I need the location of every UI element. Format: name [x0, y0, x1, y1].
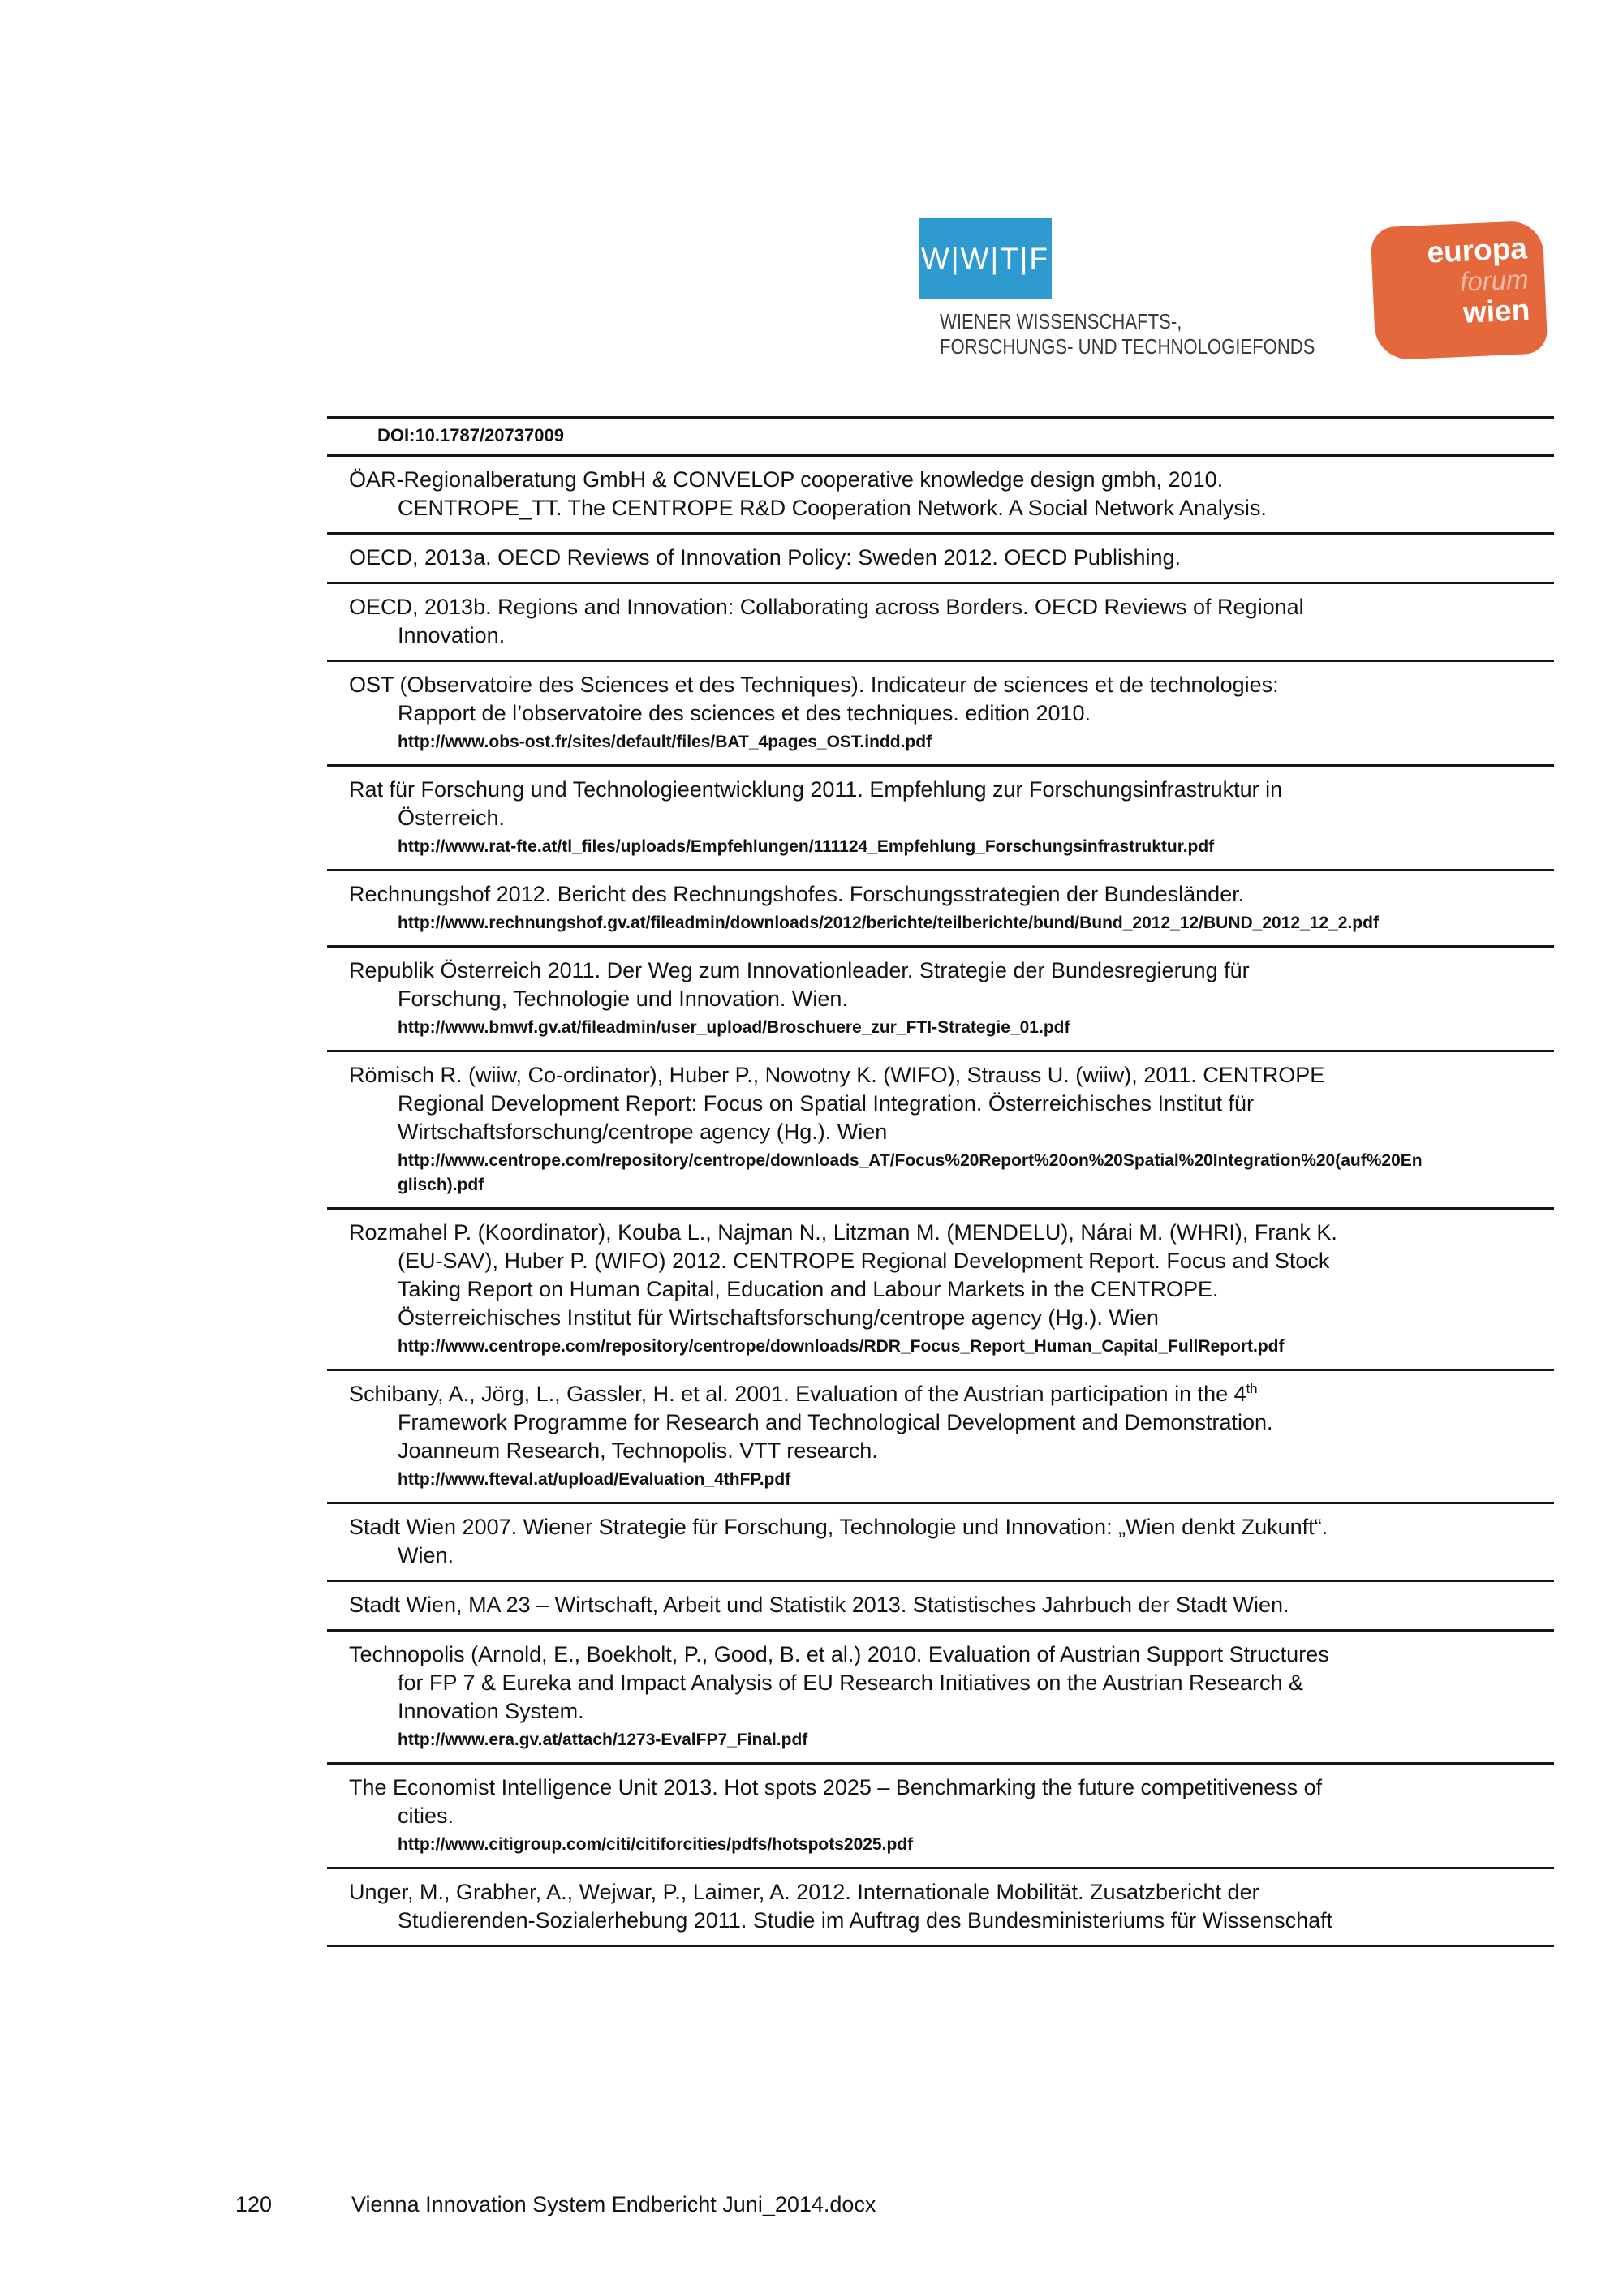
reference-line: OECD, 2013b. Regions and Innovation: Collaborating across Borders. OECD Reviews of Regional: [349, 595, 1304, 619]
reference-line: OECD, 2013a. OECD Reviews of Innovation Policy: Sweden 2012. OECD Publishing.: [349, 545, 1182, 570]
page-number: 120: [235, 2192, 273, 2216]
reference-line: Österreichisches Institut für Wirtschaftsforschung/centrope agency (Hg.). Wien: [398, 1305, 1159, 1330]
reference-line: Rozmahel P. (Koordinator), Kouba L., Najman N., Litzman M. (MENDELU), Nárai M. (WHRI), Frank K.: [349, 1220, 1337, 1245]
reference-line: Stadt Wien 2007. Wiener Strategie für Forschung, Technologie und Innovation: „Wien denkt Zukunft“.: [349, 1515, 1328, 1539]
reference-entry: [327, 662, 1554, 767]
reference-entry: [327, 584, 1554, 662]
reference-line: Österreich.: [398, 806, 506, 830]
reference-line: cities.: [398, 1804, 454, 1828]
reference-line: Framework Programme for Research and Technological Development and Demonstration.: [398, 1410, 1273, 1434]
europaforum-wien-logo: [1371, 220, 1548, 360]
reference-entry: [327, 1371, 1554, 1504]
reference-line: Unger, M., Grabher, A., Wejwar, P., Laimer, A. 2012. Internationale Mobilität. Zusatzbericht der: [349, 1880, 1259, 1904]
reference-line: for FP 7 & Eureka and Impact Analysis of EU Research Initiatives on the Austrian Research &: [398, 1670, 1304, 1695]
reference-url[interactable]: http://www.fteval.at/upload/Evaluation_4thFP.pdf: [398, 1470, 791, 1489]
reference-line: The Economist Intelligence Unit 2013. Hot spots 2025 – Benchmarking the future competitiveness of: [349, 1775, 1323, 1799]
reference-url[interactable]: http://www.rat-fte.at/tl_files/uploads/Empfehlungen/111124_Empfehlung_Forschungsinfrastruktur.pdf: [398, 837, 1215, 856]
reference-line: ÖAR-Regionalberatung GmbH & CONVELOP cooperative knowledge design gmbh, 2010.: [349, 467, 1224, 492]
reference-line: Rat für Forschung und Technologieentwicklung 2011. Empfehlung zur Forschungsinfrastruktur in: [349, 777, 1283, 802]
reference-url[interactable]: http://www.era.gv.at/attach/1273-EvalFP7_Final.pdf: [398, 1731, 808, 1749]
reference-line: Technopolis (Arnold, E., Boekholt, P., Good, B. et al.) 2010. Evaluation of Austrian Support Structures: [349, 1642, 1329, 1666]
reference-entry: [327, 1582, 1554, 1632]
wwtf-logo-text: W|W|T|F: [921, 242, 1049, 275]
reference-url[interactable]: http://www.bmwf.gv.at/fileadmin/user_upload/Broschuere_zur_FTI-Strategie_01.pdf: [398, 1018, 1070, 1037]
document-title: Vienna Innovation System Endbericht Juni_2014.docx: [351, 2192, 876, 2216]
reference-line: Regional Development Report: Focus on Spatial Integration. Österreichisches Institut für: [398, 1091, 1255, 1116]
reference-entry: [327, 1869, 1554, 1947]
reference-line: CENTROPE_TT. The CENTROPE R&D Cooperation Network. A Social Network Analysis.: [398, 496, 1267, 520]
reference-line: OST (Observatoire des Sciences et des Techniques). Indicateur de sciences et de technologies:: [349, 673, 1279, 697]
reference-entry: [327, 948, 1554, 1052]
reference-url[interactable]: http://www.citigroup.com/citi/citiforcities/pdfs/hotspots2025.pdf: [398, 1835, 914, 1854]
efw-logo-line1: europa: [1426, 231, 1528, 269]
reference-line: Republik Österreich 2011. Der Weg zum Innovationleader. Strategie der Bundesregierung für: [349, 958, 1250, 982]
superscript-text: th: [1246, 1381, 1258, 1396]
reference-line: Schibany, A., Jörg, L., Gassler, H. et al. 2001. Evaluation of the Austrian participation in the 4th: [349, 1381, 1258, 1406]
reference-url[interactable]: http://www.centrope.com/repository/centrope/downloads_AT/Focus%20Report%20on%20Spatial%20Integration%20(auf%20En: [398, 1151, 1423, 1170]
reference-line: Wirtschaftsforschung/centrope agency (Hg.). Wien: [398, 1120, 888, 1144]
wwtf-caption-line1: WIENER WISSENSCHAFTS-,: [940, 309, 1182, 333]
reference-entry: [327, 1632, 1554, 1765]
reference-line: Innovation.: [398, 623, 506, 647]
reference-line: Stadt Wien, MA 23 – Wirtschaft, Arbeit und Statistik 2013. Statistisches Jahrbuch der Stadt Wien.: [349, 1593, 1289, 1617]
doi-label: DOI:10.1787/20737009: [327, 416, 1554, 457]
reference-entry: [327, 871, 1554, 948]
reference-entry: [327, 767, 1554, 871]
reference-url[interactable]: http://www.obs-ost.fr/sites/default/files/BAT_4pages_OST.indd.pdf: [398, 733, 932, 751]
reference-entry: [327, 1210, 1554, 1371]
reference-entry: [327, 1765, 1554, 1869]
reference-url[interactable]: http://www.centrope.com/repository/centrope/downloads/RDR_Focus_Report_Human_Capital_FullReport.pdf: [398, 1337, 1285, 1356]
reference-section: [327, 416, 1554, 1947]
reference-line: Forschung, Technologie und Innovation. Wien.: [398, 987, 848, 1011]
reference-line: (EU-SAV), Huber P. (WIFO) 2012. CENTROPE Regional Development Report. Focus and Stock: [398, 1249, 1330, 1273]
efw-logo-line3: wien: [1462, 293, 1531, 329]
reference-entry: [327, 1504, 1554, 1582]
reference-line: Wien.: [398, 1543, 454, 1567]
wwtf-logo: [919, 218, 1052, 299]
reference-list: [327, 457, 1554, 1947]
reference-entry: [327, 457, 1554, 535]
reference-line: Joanneum Research, Technopolis. VTT research.: [398, 1438, 878, 1463]
reference-line: Taking Report on Human Capital, Education and Labour Markets in the CENTROPE.: [398, 1277, 1219, 1301]
reference-url[interactable]: http://www.rechnungshof.gv.at/fileadmin/downloads/2012/berichte/teilberichte/bund/Bund_2012_12/BUND_2012_12_2.pdf: [398, 914, 1379, 932]
reference-entry: [327, 1052, 1554, 1210]
wwtf-caption-line2: FORSCHUNGS- UND TECHNOLOGIEFONDS: [940, 334, 1315, 359]
reference-line: Rapport de l’observatoire des sciences et des techniques. edition 2010.: [398, 701, 1091, 725]
efw-logo-line2: forum: [1459, 264, 1530, 297]
reference-line: Innovation System.: [398, 1699, 584, 1723]
reference-line: Rechnungshof 2012. Bericht des Rechnungshofes. Forschungsstrategien der Bundesländer.: [349, 882, 1245, 906]
reference-entry: [327, 535, 1554, 584]
reference-url[interactable]: glisch).pdf: [398, 1176, 484, 1194]
wwtf-caption: [940, 309, 1315, 359]
reference-line: Studierenden-Sozialerhebung 2011. Studie im Auftrag des Bundesministeriums für Wissenschaft: [398, 1908, 1333, 1933]
reference-line: Römisch R. (wiiw, Co-ordinator), Huber P., Nowotny K. (WIFO), Strauss U. (wiiw), 2011. CENTROPE: [349, 1063, 1325, 1087]
